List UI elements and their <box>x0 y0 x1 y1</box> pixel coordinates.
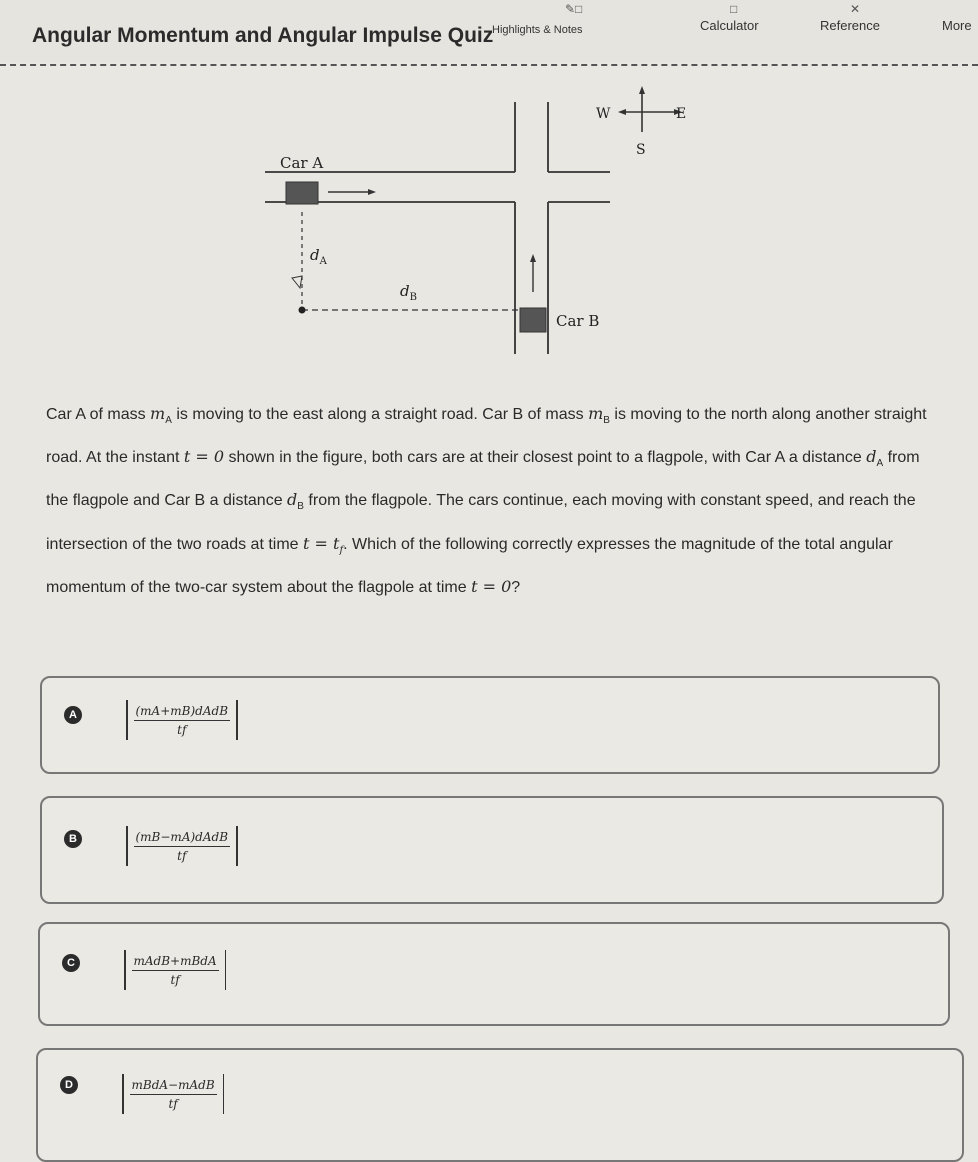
choice-a-formula: $\frac{\text{(mA+mB)dAdB}}{tf}$ <box>126 700 238 740</box>
compass-icon <box>618 86 682 132</box>
more-button[interactable]: More <box>942 18 972 33</box>
top-bar <box>0 0 978 62</box>
calculator-icon[interactable]: □ <box>730 2 738 16</box>
road-diagram <box>230 82 710 372</box>
page-title: Angular Momentum and Angular Impulse Quiz <box>32 24 494 47</box>
car-b-label: Car B <box>556 312 600 330</box>
header-divider <box>0 64 978 66</box>
choice-letter-a: A <box>64 706 82 724</box>
car-b <box>520 308 546 332</box>
choice-c[interactable] <box>38 922 950 1026</box>
annotate-icon[interactable]: ✎□ <box>565 2 583 16</box>
compass-west-label: W <box>596 106 611 122</box>
compass-east-label: E <box>676 106 687 122</box>
choice-letter-b: B <box>64 830 82 848</box>
distance-b-label: $d_B$ <box>400 282 417 303</box>
reference-icon[interactable]: ✕ <box>850 2 861 16</box>
highlights-notes-button[interactable]: Highlights & Notes <box>492 24 583 36</box>
compass-south-label: S <box>636 142 646 158</box>
distance-a-label: $d_A$ <box>310 246 327 267</box>
choice-letter-d: D <box>60 1076 78 1094</box>
car-a <box>286 182 318 204</box>
choice-d-formula: $\frac{\text{mBdA−mAdB}}{tf}$ <box>122 1074 224 1114</box>
choice-c-formula: $\frac{\text{mAdB+mBdA}}{tf}$ <box>124 950 226 990</box>
reference-button[interactable]: Reference <box>820 18 880 33</box>
calculator-button[interactable]: Calculator <box>700 18 759 33</box>
flagpole-point <box>299 307 306 314</box>
choice-d[interactable] <box>36 1048 964 1162</box>
flag-icon <box>292 276 302 288</box>
choice-b-formula: $\frac{\text{(mB−mA)dAdB}}{tf}$ <box>126 826 238 866</box>
choice-b[interactable] <box>40 796 944 904</box>
car-a-label: Car A <box>280 154 324 172</box>
question-text: Car A of mass $m_A$ is moving to the east along a straight road. Car B of mass $m_B$ is moving to the north along another straight road. At the instant t = 0 shown in the figure, both cars are at their closest point to a flagpole, with Car A a distance $d_A$ from the flagpole and Car B a distance $d_B$ from the flagpole. The cars continue, each moving with constant speed, and reach the intersection of the two roads at time $t = t_f$. Which of the following correctly expresses the magnitude of the total angular momentum of the two-car system about the flagpole at time t = 0? <box>46 404 927 596</box>
choice-letter-c: C <box>62 954 80 972</box>
choice-a[interactable] <box>40 676 940 774</box>
